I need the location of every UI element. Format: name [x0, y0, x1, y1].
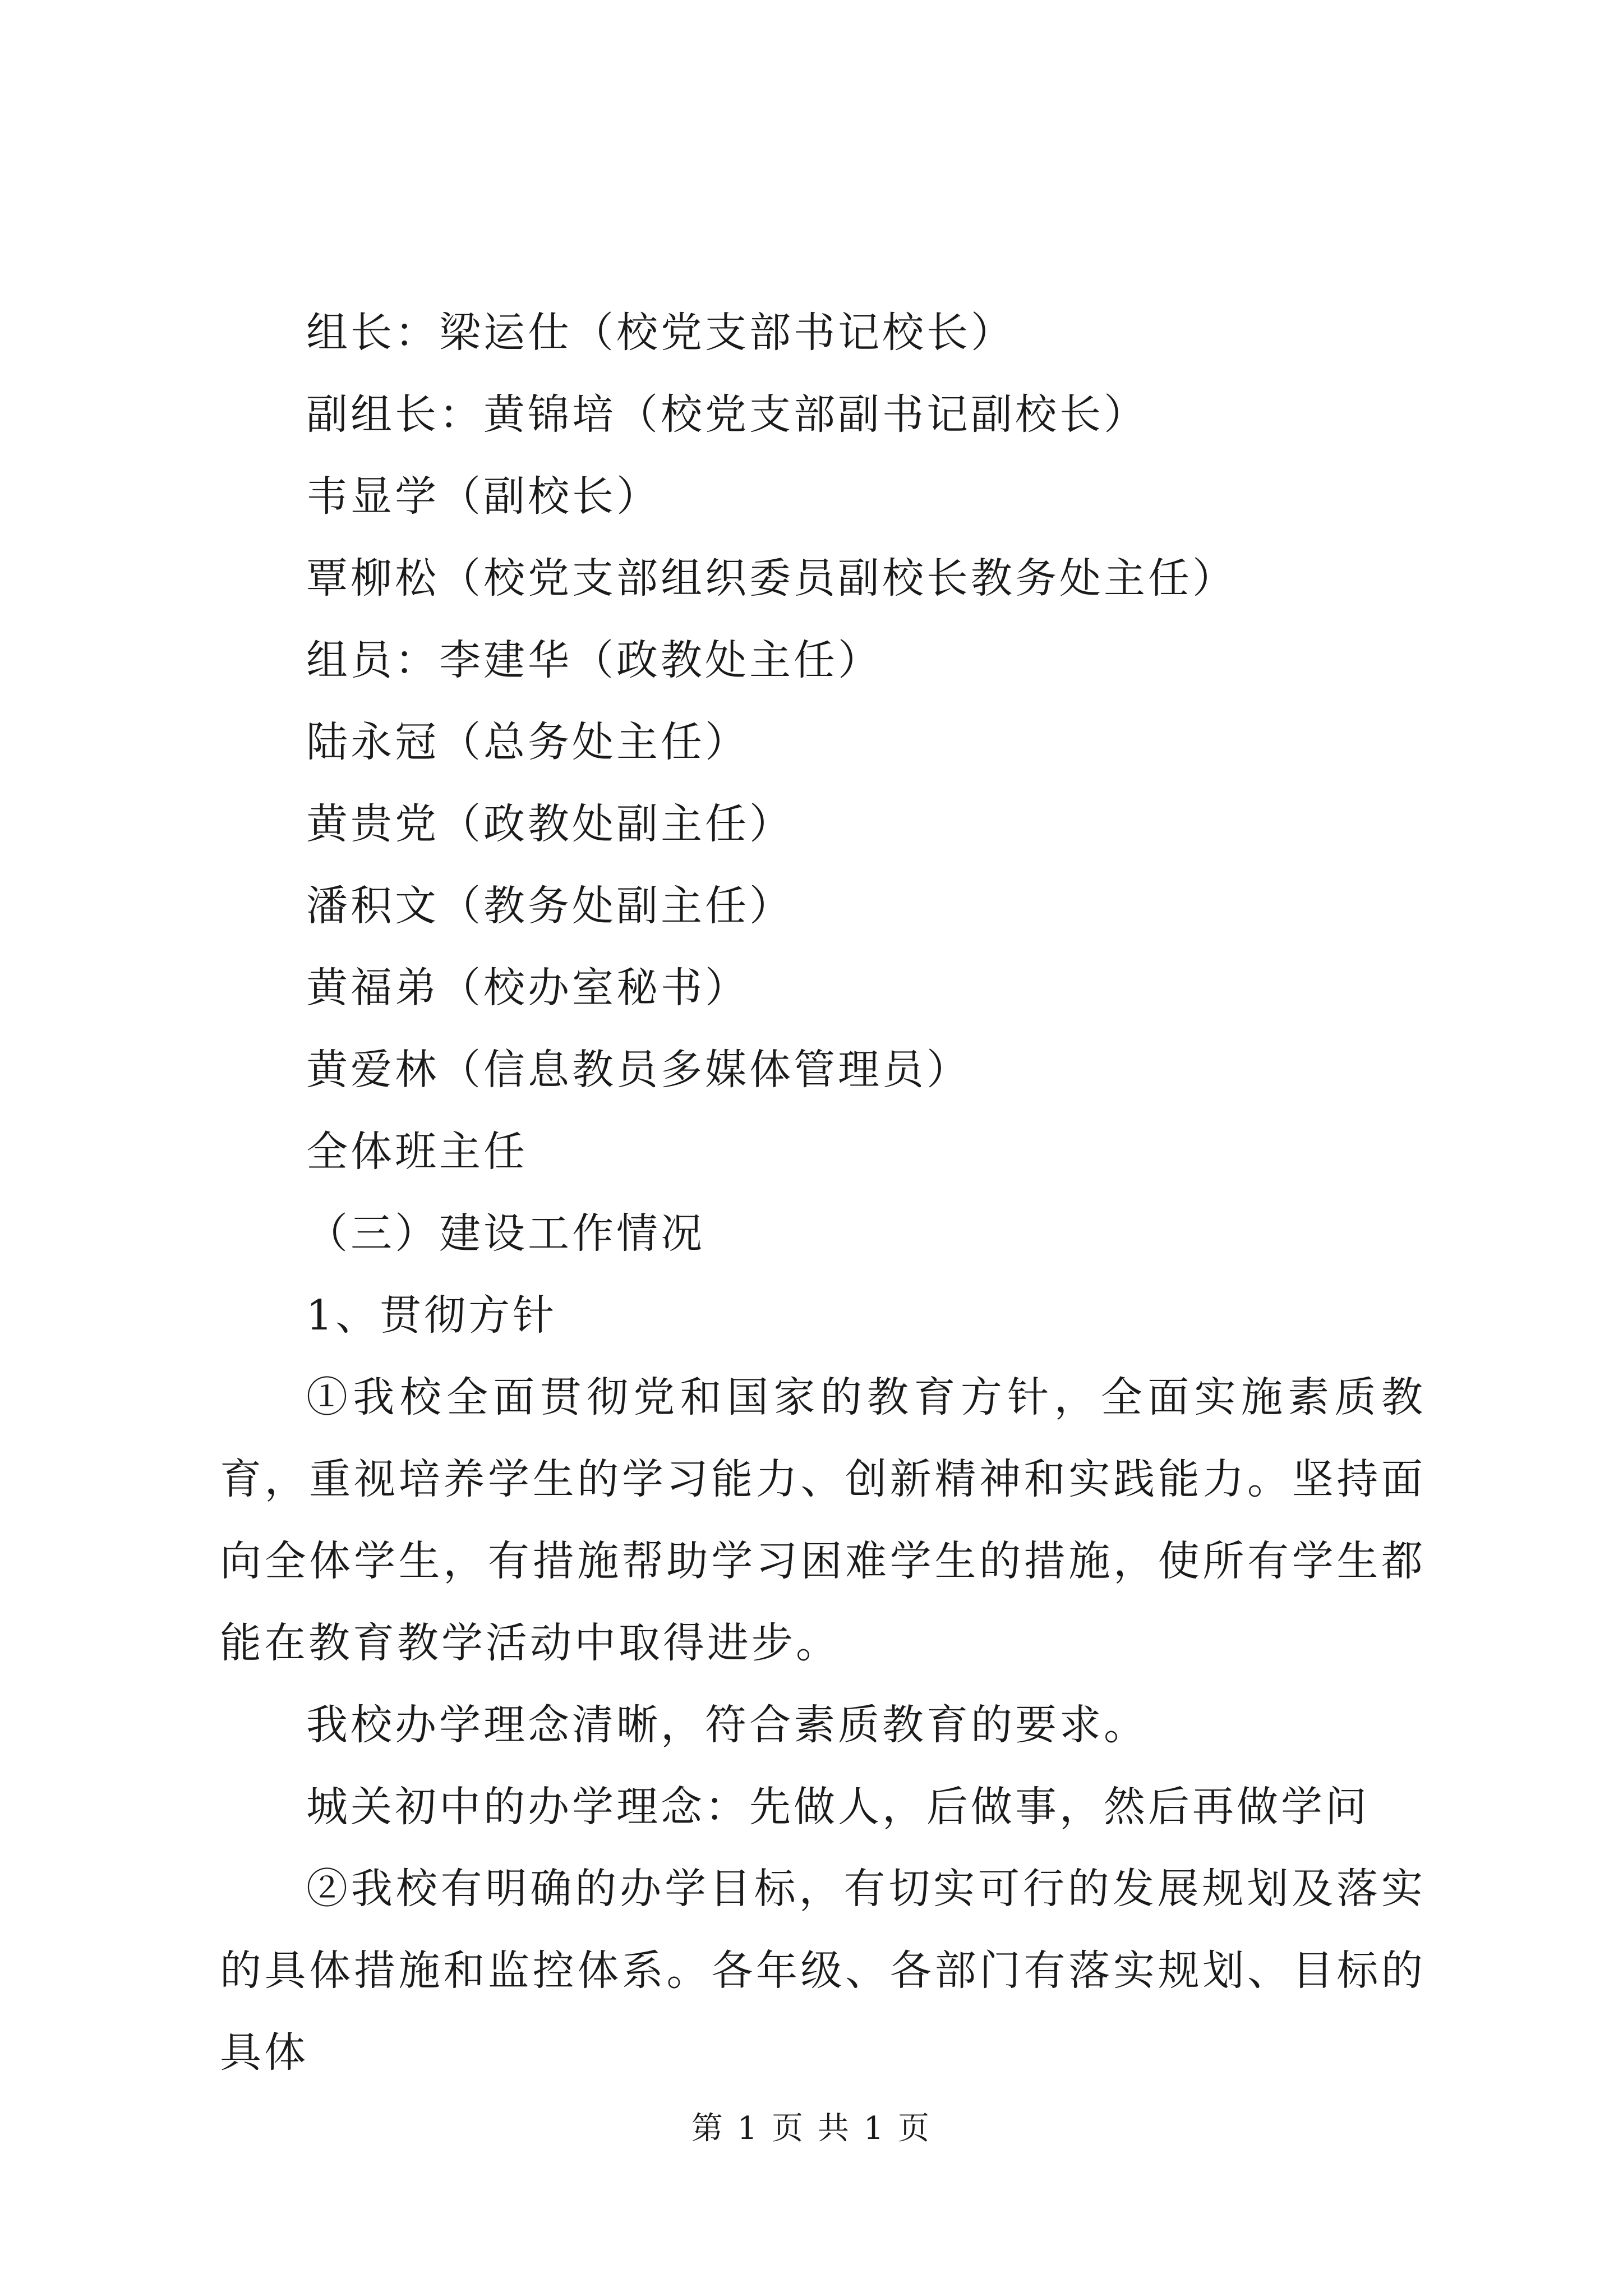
paragraph: 城关初中的办学理念：先做人，后做事，然后再做学问 [306, 1783, 1370, 1831]
section-heading: （三）建设工作情况 [306, 1209, 705, 1258]
text-line: 组长：梁运仕（校党支部书记校长） [306, 309, 1015, 357]
document-body [220, 292, 1426, 2093]
text-line: 黄爱林（信息教员多媒体管理员） [306, 1046, 971, 1094]
paragraph: ②我校有明确的办学目标，有切实可行的发展规划及落实的具体措施和监控体系。各年级、各部门有落实规划、目标的具体 [220, 1865, 1426, 2077]
subsection-heading: 1、贯彻方针 [306, 1291, 557, 1340]
text-line: 黄贵党（政教处副主任） [306, 800, 794, 848]
text-line: 全体班主任 [306, 1128, 528, 1176]
text-line: 潘积文（教务处副主任） [306, 882, 794, 930]
page-footer: 第 1 页 共 1 页 [691, 2110, 932, 2147]
text-line: 组员：李建华（政教处主任） [306, 636, 882, 684]
paragraph: 我校办学理念清晰，符合素质教育的要求。 [306, 1701, 1148, 1749]
paragraph: ①我校全面贯彻党和国家的教育方针，全面实施素质教育，重视培养学生的学习能力、创新精神和实践能力。坚持面向全体学生，有措施帮助学习困难学生的措施，使所有学生都能在教育教学活动中取得进步。 [220, 1373, 1426, 1667]
text-line: 韦显学（副校长） [306, 472, 661, 521]
text-line: 陆永冠（总务处主任） [306, 718, 749, 766]
text-line: 覃柳松（校党支部组织委员副校长教务处主任） [306, 554, 1237, 602]
text-line: 副组长：黄锦培（校党支部副书记副校长） [306, 390, 1148, 439]
text-line: 黄福弟（校办室秘书） [306, 964, 749, 1012]
